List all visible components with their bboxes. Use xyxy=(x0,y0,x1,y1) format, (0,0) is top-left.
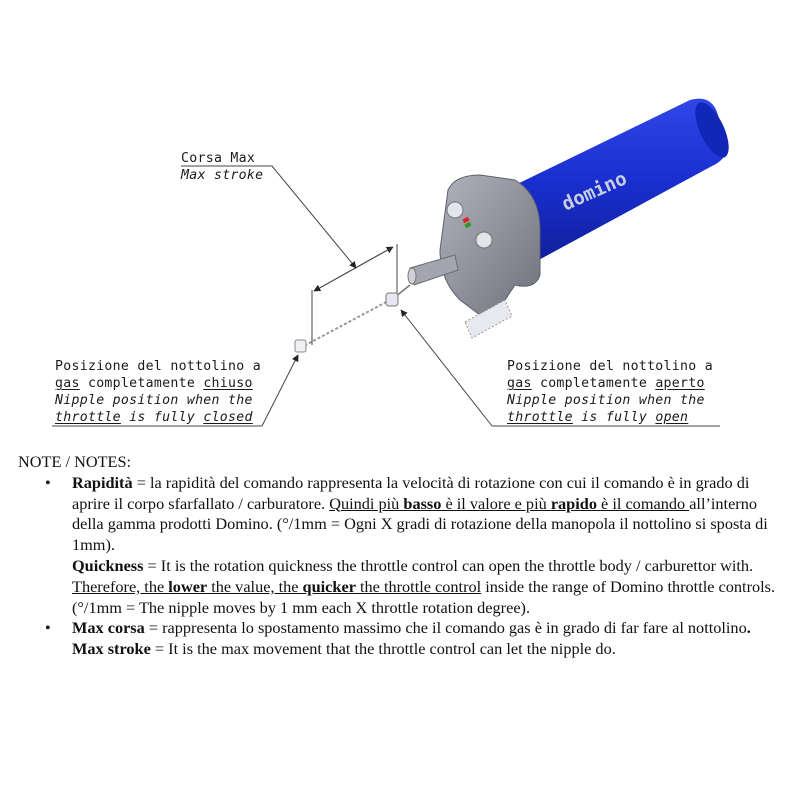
max-corsa-text: = rappresenta lo spostamento massimo che il comando gas è in grado di far fare al nottolino xyxy=(144,618,747,638)
rapidita-u2: è il valore e più xyxy=(441,493,551,513)
rapidita-u1: Quindi più xyxy=(329,493,404,513)
max-stroke-paragraph xyxy=(72,639,788,660)
max-corsa-paragraph xyxy=(72,618,788,639)
max-corsa-dot: . xyxy=(746,618,751,638)
closed-line2-c: chiuso xyxy=(203,376,253,391)
closed-line4-c: closed xyxy=(203,410,253,425)
max-stroke-en: Max stroke xyxy=(181,168,264,183)
cable xyxy=(300,300,390,348)
quickness-bold2: quicker xyxy=(302,576,356,596)
closed-position-label xyxy=(55,358,261,426)
quickness-text1: = It is the rotation quickness the throttle control can open the throttle body / carburettor with. xyxy=(143,555,754,575)
quickness-u2: the value, the xyxy=(207,576,303,596)
closed-line2-a: gas xyxy=(55,376,80,391)
brand-logo: domino xyxy=(558,167,631,216)
open-position-label xyxy=(507,358,713,426)
max-stroke-it: Corsa Max xyxy=(181,151,256,166)
bullet-icon: • xyxy=(45,472,51,492)
quickness-term: Quickness xyxy=(72,555,144,575)
rapidita-u3: è il comando xyxy=(596,493,690,513)
note-rapidita xyxy=(45,472,788,619)
quickness-bold1: lower xyxy=(168,576,208,596)
rapidita-paragraph xyxy=(72,473,788,556)
open-line4-b: is fully xyxy=(572,410,656,425)
rapidita-text2: all’interno della gamma prodotti Domino. (°/1mm = Ogni X gradi di rotazione della manopola il nottolino si sposta di 1mm). xyxy=(72,493,768,555)
max-corsa-term: Max corsa xyxy=(72,618,145,638)
max-stroke-text: = It is the max movement that the throttle control can let the nipple do. xyxy=(150,639,616,659)
rapidita-term: Rapidità xyxy=(72,472,133,492)
nipple-closed xyxy=(295,340,306,352)
throttle-housing xyxy=(440,175,540,316)
quickness-paragraph xyxy=(72,556,788,618)
closed-line4-b: is fully xyxy=(120,410,204,425)
open-line4-c: open xyxy=(655,410,689,425)
nipple-open xyxy=(386,293,398,306)
notes-section xyxy=(18,452,788,660)
closed-line3: Nipple position when the xyxy=(55,393,253,408)
closed-line2-b: completamente xyxy=(79,376,204,391)
quickness-text2: inside the range of Domino throttle controls. (°/1mm = The nipple moves by 1 mm each X throttle rotation degree). xyxy=(72,576,776,617)
quickness-u3: the throttle control xyxy=(355,576,482,596)
rapidita-bold1: basso xyxy=(403,493,442,513)
closed-line1: Posizione del nottolino a xyxy=(55,359,261,374)
rapidita-text1: = la rapidità del comando rappresenta la velocità di rotazione con cui il comando è in grado di aprire il corpo sfarfallato / carburatore. xyxy=(72,472,750,513)
rapidita-underlined xyxy=(329,494,689,513)
rapidita-bold2: rapido xyxy=(550,493,597,513)
note-max-corsa xyxy=(45,618,788,660)
open-line3: Nipple position when the xyxy=(507,393,705,408)
notes-title: NOTE / NOTES: xyxy=(18,452,132,471)
open-line2-c: aperto xyxy=(655,376,705,391)
open-line2-a: gas xyxy=(507,376,532,391)
open-line1: Posizione del nottolino a xyxy=(507,359,713,374)
bullet-icon: • xyxy=(45,618,51,638)
max-stroke-term: Max stroke xyxy=(72,639,151,659)
open-line4-a: throttle xyxy=(507,410,573,425)
closed-line4-a: throttle xyxy=(55,410,121,425)
quickness-u1: Therefore, the xyxy=(72,576,169,596)
notes-list xyxy=(18,473,788,660)
max-stroke-label xyxy=(181,150,263,184)
quickness-underlined xyxy=(72,577,481,596)
open-line2-b: completamente xyxy=(531,376,656,391)
